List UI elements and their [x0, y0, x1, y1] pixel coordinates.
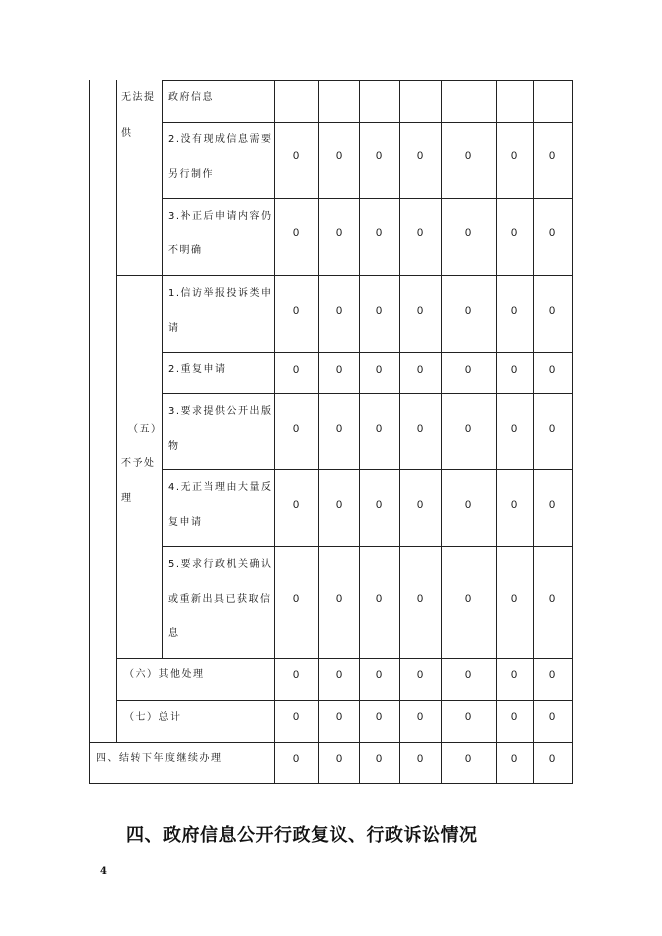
row-label-total: （七）总计 [124, 712, 182, 723]
value-cell: 0 [375, 150, 383, 162]
value-cell: 0 [548, 711, 556, 723]
row-label: 或重新出具已获取信 [168, 594, 272, 605]
value-cell: 0 [416, 711, 424, 723]
page-number: 4 [100, 866, 107, 877]
value-cell: 0 [510, 364, 518, 376]
value-cell: 0 [416, 227, 424, 239]
row-label: 4.无正当理由大量反 [168, 482, 273, 493]
value-cell: 0 [548, 669, 556, 681]
value-cell: 0 [464, 364, 472, 376]
value-cell: 0 [464, 753, 472, 765]
grid-line [162, 546, 573, 547]
group-label-not-processed-cont: 不予处 [121, 458, 156, 469]
value-cell: 0 [510, 753, 518, 765]
grid-line [89, 783, 573, 784]
value-cell: 0 [292, 423, 300, 435]
value-cell: 0 [335, 423, 343, 435]
row-label-carry-over: 四、结转下年度继续办理 [96, 753, 223, 764]
grid-line [116, 658, 573, 659]
value-cell: 0 [375, 423, 383, 435]
value-cell: 0 [464, 499, 472, 511]
value-cell: 0 [335, 227, 343, 239]
value-cell: 0 [292, 753, 300, 765]
value-cell: 0 [416, 150, 424, 162]
grid-line [274, 80, 275, 783]
value-cell: 0 [464, 150, 472, 162]
value-cell: 0 [464, 669, 472, 681]
row-label: 请 [168, 323, 180, 334]
row-label: 3.补正后申请内容仍 [168, 211, 273, 222]
value-cell: 0 [375, 711, 383, 723]
value-cell: 0 [292, 150, 300, 162]
value-cell: 0 [335, 499, 343, 511]
value-cell: 0 [416, 499, 424, 511]
grid-line [162, 80, 573, 81]
value-cell: 0 [510, 669, 518, 681]
row-label: 2.没有现成信息需要 [168, 134, 273, 145]
value-cell: 0 [548, 423, 556, 435]
value-cell: 0 [548, 753, 556, 765]
grid-line [89, 742, 573, 743]
value-cell: 0 [375, 305, 383, 317]
value-cell: 0 [464, 423, 472, 435]
row-label: 复申请 [168, 517, 203, 528]
row-label: 物 [168, 441, 180, 452]
value-cell: 0 [510, 499, 518, 511]
value-cell: 0 [510, 305, 518, 317]
value-cell: 0 [464, 593, 472, 605]
value-cell: 0 [335, 669, 343, 681]
group-label-not-processed: （五） [128, 424, 163, 435]
value-cell: 0 [375, 753, 383, 765]
value-cell: 0 [416, 305, 424, 317]
section-heading: 四、政府信息公开行政复议、行政诉讼情况 [126, 825, 478, 846]
value-cell: 0 [548, 150, 556, 162]
value-cell: 0 [416, 669, 424, 681]
grid-line [441, 80, 442, 783]
value-cell: 0 [416, 423, 424, 435]
row-label: 2.重复申请 [168, 364, 227, 375]
grid-line [162, 80, 163, 658]
row-label: 1.信访举报投诉类申 [168, 288, 273, 299]
grid-line [162, 198, 573, 199]
value-cell: 0 [416, 753, 424, 765]
value-cell: 0 [510, 593, 518, 605]
value-cell: 0 [416, 593, 424, 605]
value-cell: 0 [464, 305, 472, 317]
value-cell: 0 [510, 227, 518, 239]
value-cell: 0 [292, 499, 300, 511]
row-label: 不明确 [168, 245, 203, 256]
grid-line [162, 469, 573, 470]
grid-line [116, 80, 117, 742]
value-cell: 0 [292, 669, 300, 681]
value-cell: 0 [335, 593, 343, 605]
value-cell: 0 [292, 364, 300, 376]
grid-line [162, 352, 573, 353]
value-cell: 0 [335, 753, 343, 765]
row-label: 息 [168, 628, 180, 639]
value-cell: 0 [375, 669, 383, 681]
value-cell: 0 [510, 711, 518, 723]
value-cell: 0 [548, 499, 556, 511]
row-label-other-processing: （六）其他处理 [124, 669, 205, 680]
value-cell: 0 [335, 305, 343, 317]
value-cell: 0 [548, 364, 556, 376]
grid-line [116, 275, 573, 276]
grid-line [572, 80, 573, 783]
row-label: 5.要求行政机关确认 [168, 559, 273, 570]
value-cell: 0 [416, 364, 424, 376]
grid-line [162, 122, 573, 123]
value-cell: 0 [335, 711, 343, 723]
value-cell: 0 [335, 150, 343, 162]
value-cell: 0 [292, 711, 300, 723]
value-cell: 0 [375, 593, 383, 605]
value-cell: 0 [335, 364, 343, 376]
grid-line [116, 700, 573, 701]
grid-line [162, 393, 573, 394]
value-cell: 0 [510, 423, 518, 435]
value-cell: 0 [292, 305, 300, 317]
group-label-cannot-provide: 无法提 [121, 92, 156, 103]
row-label: 政府信息 [168, 92, 214, 103]
value-cell: 0 [464, 711, 472, 723]
row-label: 另行制作 [168, 169, 214, 180]
value-cell: 0 [548, 593, 556, 605]
value-cell: 0 [464, 227, 472, 239]
row-label: 3.要求提供公开出版 [168, 406, 273, 417]
group-label-not-processed-end: 理 [121, 493, 133, 504]
value-cell: 0 [510, 150, 518, 162]
grid-line [89, 80, 90, 783]
value-cell: 0 [548, 305, 556, 317]
value-cell: 0 [292, 593, 300, 605]
value-cell: 0 [375, 499, 383, 511]
value-cell: 0 [548, 227, 556, 239]
value-cell: 0 [292, 227, 300, 239]
value-cell: 0 [375, 227, 383, 239]
value-cell: 0 [375, 364, 383, 376]
group-label-cannot-provide-cont: 供 [121, 128, 133, 139]
